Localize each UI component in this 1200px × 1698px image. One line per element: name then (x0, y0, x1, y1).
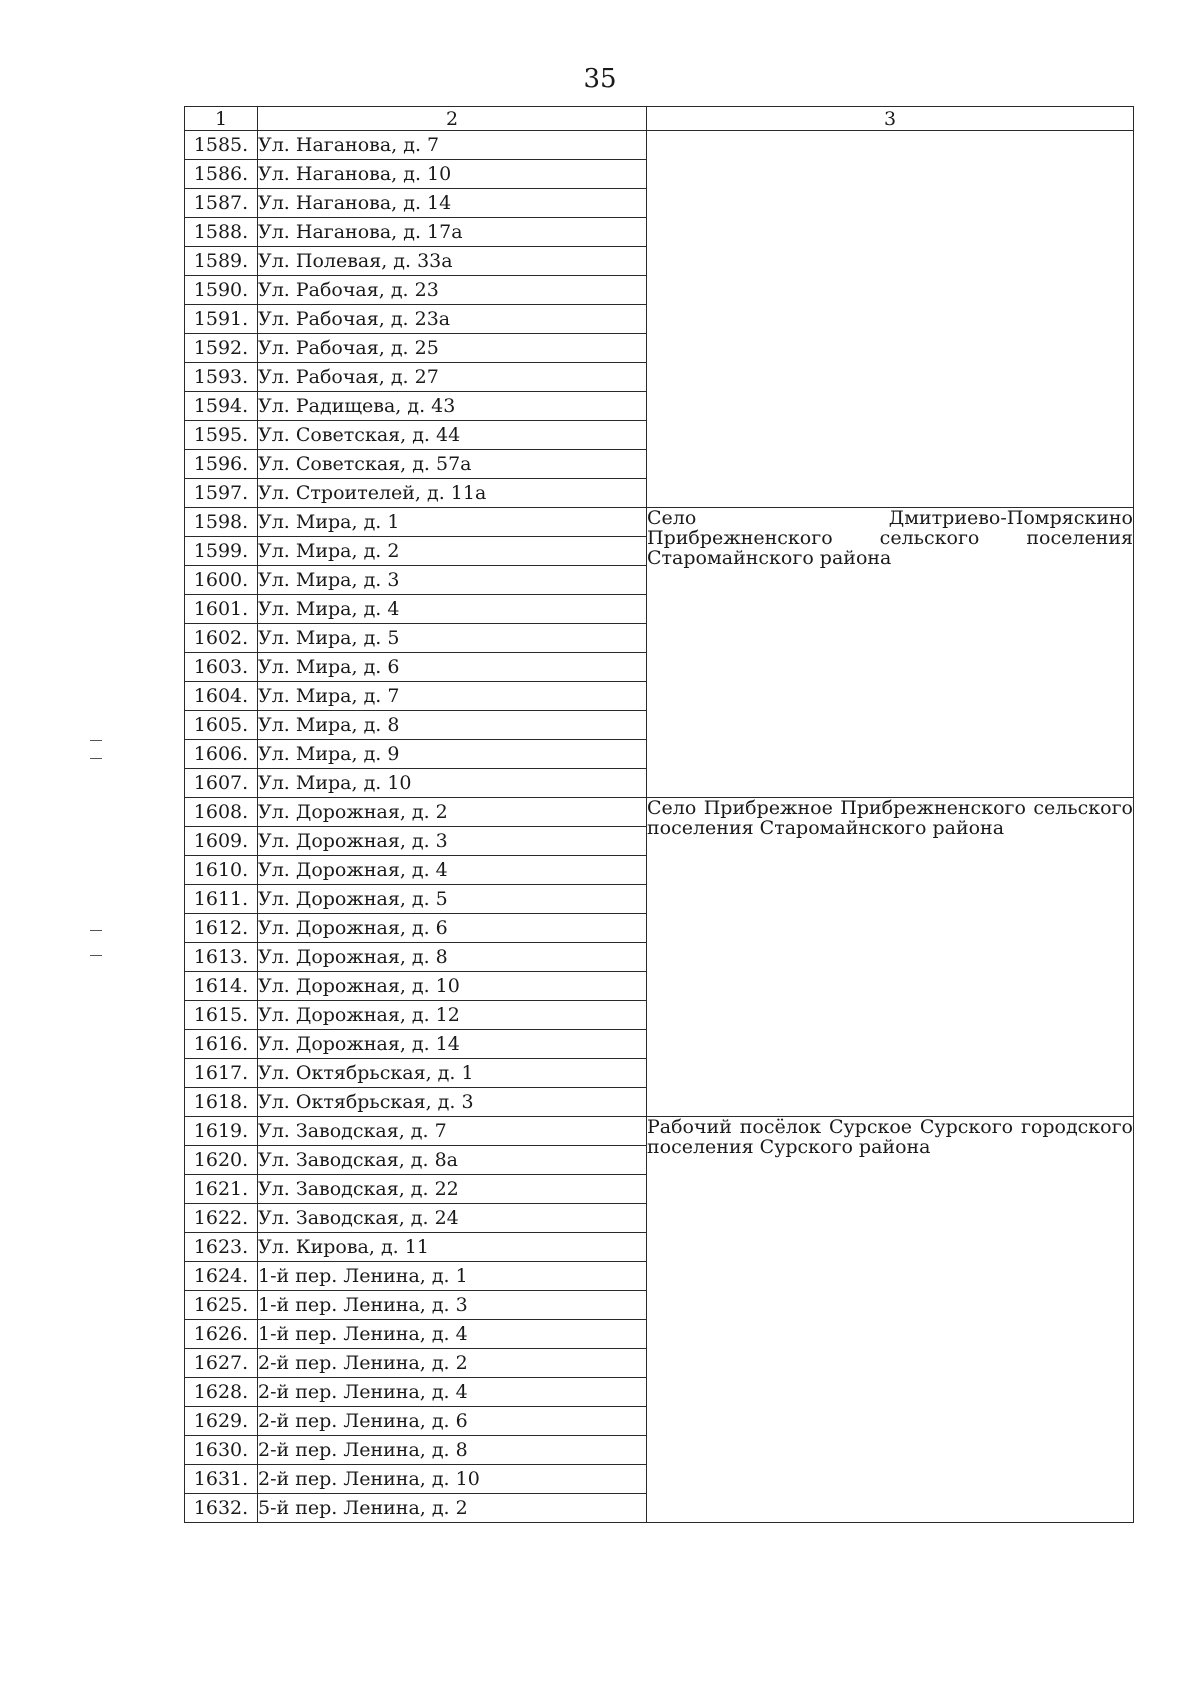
row-number: 1594. (185, 392, 258, 421)
row-address: Ул. Мира, д. 2 (258, 537, 647, 566)
table-row (185, 798, 1134, 827)
row-number: 1608. (185, 798, 258, 827)
margin-mark (90, 758, 102, 759)
row-number: 1606. (185, 740, 258, 769)
margin-mark (90, 955, 102, 956)
row-address: Ул. Мира, д. 6 (258, 653, 647, 682)
row-address: Ул. Рабочая, д. 25 (258, 334, 647, 363)
row-address: Ул. Мира, д. 7 (258, 682, 647, 711)
row-address: Ул. Мира, д. 1 (258, 508, 647, 537)
row-address: Ул. Мира, д. 9 (258, 740, 647, 769)
row-number: 1609. (185, 827, 258, 856)
row-number: 1607. (185, 769, 258, 798)
column-header-1: 1 (185, 107, 258, 131)
row-address: Ул. Рабочая, д. 27 (258, 363, 647, 392)
table-header (185, 107, 1134, 131)
row-address: 5-й пер. Ленина, д. 2 (258, 1494, 647, 1523)
table-row (185, 131, 1134, 160)
column-header-3: 3 (647, 107, 1134, 131)
settlement-cell: Село Прибрежное Прибрежненского сельского поселения Старомайнского района (647, 798, 1134, 1117)
row-number: 1592. (185, 334, 258, 363)
row-address: Ул. Мира, д. 5 (258, 624, 647, 653)
row-number: 1615. (185, 1001, 258, 1030)
row-address: 2-й пер. Ленина, д. 4 (258, 1378, 647, 1407)
row-number: 1604. (185, 682, 258, 711)
row-address: 2-й пер. Ленина, д. 6 (258, 1407, 647, 1436)
row-number: 1588. (185, 218, 258, 247)
row-address: Ул. Наганова, д. 14 (258, 189, 647, 218)
row-number: 1630. (185, 1436, 258, 1465)
row-number: 1591. (185, 305, 258, 334)
row-number: 1629. (185, 1407, 258, 1436)
row-number: 1614. (185, 972, 258, 1001)
settlement-cell: Село Дмитриево-Помряскино Прибрежненского сельского поселения Старомайнского района (647, 508, 1134, 798)
row-number: 1621. (185, 1175, 258, 1204)
row-address: Ул. Радищева, д. 43 (258, 392, 647, 421)
row-address: Ул. Советская, д. 44 (258, 421, 647, 450)
row-number: 1616. (185, 1030, 258, 1059)
row-number: 1590. (185, 276, 258, 305)
address-table (184, 106, 1134, 1523)
row-number: 1598. (185, 508, 258, 537)
row-number: 1632. (185, 1494, 258, 1523)
row-number: 1631. (185, 1465, 258, 1494)
row-address: Ул. Дорожная, д. 8 (258, 943, 647, 972)
row-number: 1602. (185, 624, 258, 653)
row-number: 1623. (185, 1233, 258, 1262)
table-row (185, 508, 1134, 537)
row-number: 1610. (185, 856, 258, 885)
row-number: 1605. (185, 711, 258, 740)
row-number: 1619. (185, 1117, 258, 1146)
row-address: Ул. Дорожная, д. 12 (258, 1001, 647, 1030)
margin-mark (90, 740, 102, 741)
row-address: Ул. Наганова, д. 10 (258, 160, 647, 189)
margin-mark (90, 930, 102, 931)
table-body (185, 131, 1134, 1523)
row-address: Ул. Наганова, д. 17а (258, 218, 647, 247)
row-number: 1589. (185, 247, 258, 276)
row-number: 1617. (185, 1059, 258, 1088)
row-number: 1600. (185, 566, 258, 595)
row-address: Ул. Заводская, д. 24 (258, 1204, 647, 1233)
row-address: Ул. Октябрьская, д. 1 (258, 1059, 647, 1088)
row-address: Ул. Советская, д. 57а (258, 450, 647, 479)
row-address: Ул. Рабочая, д. 23а (258, 305, 647, 334)
row-address: Ул. Мира, д. 10 (258, 769, 647, 798)
row-number: 1618. (185, 1088, 258, 1117)
row-address: 2-й пер. Ленина, д. 8 (258, 1436, 647, 1465)
row-address: Ул. Кирова, д. 11 (258, 1233, 647, 1262)
row-number: 1628. (185, 1378, 258, 1407)
row-address: Ул. Рабочая, д. 23 (258, 276, 647, 305)
row-number: 1622. (185, 1204, 258, 1233)
table-row (185, 1117, 1134, 1146)
row-address: Ул. Наганова, д. 7 (258, 131, 647, 160)
row-number: 1586. (185, 160, 258, 189)
row-address: Ул. Октябрьская, д. 3 (258, 1088, 647, 1117)
row-number: 1620. (185, 1146, 258, 1175)
row-address: 2-й пер. Ленина, д. 2 (258, 1349, 647, 1378)
column-header-2: 2 (258, 107, 647, 131)
row-number: 1612. (185, 914, 258, 943)
row-address: Ул. Дорожная, д. 2 (258, 798, 647, 827)
row-address: Ул. Мира, д. 4 (258, 595, 647, 624)
settlement-cell (647, 131, 1134, 508)
row-number: 1603. (185, 653, 258, 682)
row-address: Ул. Дорожная, д. 14 (258, 1030, 647, 1059)
row-number: 1585. (185, 131, 258, 160)
row-number: 1626. (185, 1320, 258, 1349)
row-address: Ул. Заводская, д. 8а (258, 1146, 647, 1175)
row-number: 1613. (185, 943, 258, 972)
row-number: 1611. (185, 885, 258, 914)
row-address: 1-й пер. Ленина, д. 3 (258, 1291, 647, 1320)
row-address: Ул. Дорожная, д. 4 (258, 856, 647, 885)
row-number: 1625. (185, 1291, 258, 1320)
row-address: Ул. Заводская, д. 22 (258, 1175, 647, 1204)
row-number: 1627. (185, 1349, 258, 1378)
row-address: Ул. Полевая, д. 33а (258, 247, 647, 276)
row-address: Ул. Дорожная, д. 3 (258, 827, 647, 856)
row-number: 1601. (185, 595, 258, 624)
row-number: 1596. (185, 450, 258, 479)
row-address: Ул. Строителей, д. 11а (258, 479, 647, 508)
settlement-cell: Рабочий посёлок Сурское Сурского городского поселения Сурского района (647, 1117, 1134, 1523)
row-address: Ул. Дорожная, д. 10 (258, 972, 647, 1001)
row-address: 2-й пер. Ленина, д. 10 (258, 1465, 647, 1494)
row-number: 1587. (185, 189, 258, 218)
row-address: Ул. Заводская, д. 7 (258, 1117, 647, 1146)
row-address: Ул. Мира, д. 3 (258, 566, 647, 595)
row-address: 1-й пер. Ленина, д. 4 (258, 1320, 647, 1349)
row-number: 1599. (185, 537, 258, 566)
row-address: 1-й пер. Ленина, д. 1 (258, 1262, 647, 1291)
row-number: 1593. (185, 363, 258, 392)
row-address: Ул. Дорожная, д. 5 (258, 885, 647, 914)
row-number: 1595. (185, 421, 258, 450)
row-number: 1597. (185, 479, 258, 508)
header-row (185, 107, 1134, 131)
row-address: Ул. Дорожная, д. 6 (258, 914, 647, 943)
page-number: 35 (583, 64, 617, 94)
row-address: Ул. Мира, д. 8 (258, 711, 647, 740)
row-number: 1624. (185, 1262, 258, 1291)
